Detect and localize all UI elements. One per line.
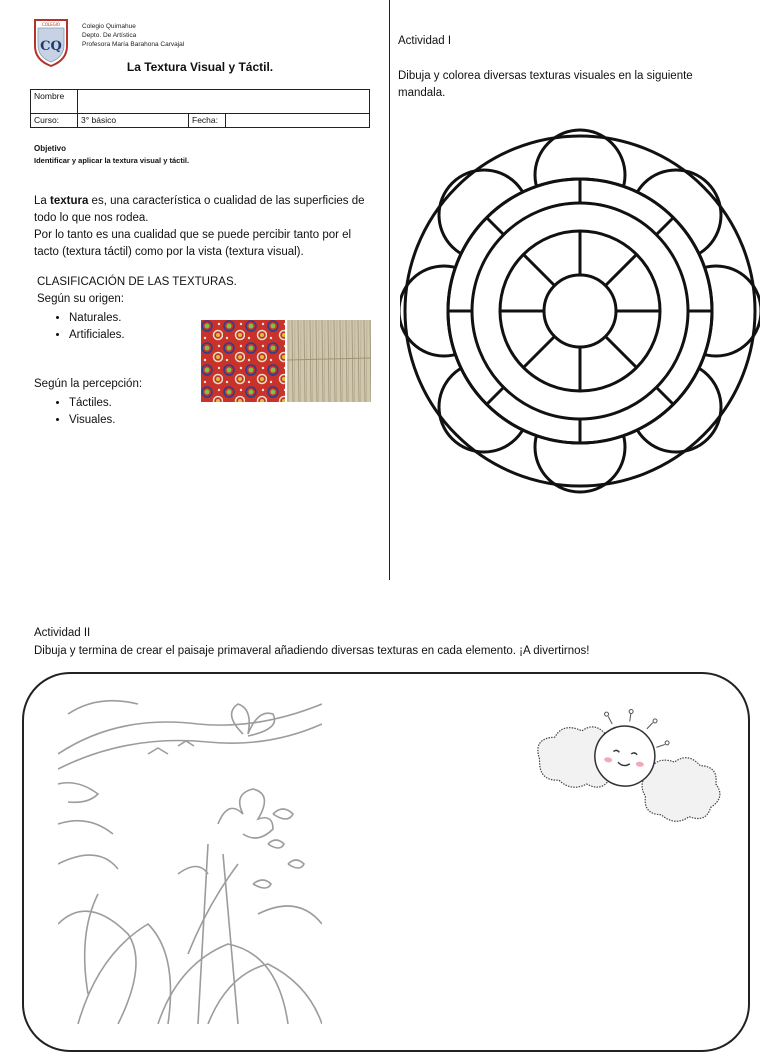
teacher-name: Profesora María Barahona Carvajal	[82, 41, 185, 48]
texture-samples-image	[201, 320, 371, 402]
fecha-field[interactable]	[226, 114, 370, 128]
mandala-drawing[interactable]	[400, 128, 760, 494]
worksheet-title: La Textura Visual y Táctil.	[126, 60, 274, 74]
school-header	[82, 22, 184, 49]
intro-rest: es, una característica o cualidad de las superficies de todo lo que nos rodea.	[34, 195, 365, 224]
spring-landscape-drawing[interactable]	[58, 694, 322, 1024]
page-divider	[389, 0, 390, 580]
perception-list	[35, 395, 115, 429]
department: Depto. De Artística	[82, 32, 137, 39]
school-name: Colegio Quimahue	[82, 23, 136, 30]
classification-heading: CLASIFICACIÓN DE LAS TEXTURAS.	[37, 276, 237, 288]
objective-text: Identificar y aplicar la textura visual y táctil.	[34, 156, 190, 165]
curso-label: Curso:	[31, 114, 78, 128]
intro-bold-word: textura	[50, 195, 89, 207]
intro-paragraph	[34, 193, 374, 261]
activity2-text: Dibuja y termina de crear el paisaje primaveral añadiendo diversas texturas en cada elemento. ¡A divertirnos!	[34, 645, 590, 657]
logo-text: COLEGIO	[41, 22, 61, 27]
list-item: • Táctiles.	[69, 395, 115, 412]
logo-letters: CQ	[40, 39, 62, 54]
objective-heading: Objetivo	[34, 144, 67, 153]
student-info-table	[30, 89, 370, 128]
activity2-heading: Actividad II	[34, 627, 91, 639]
sun-and-clouds-drawing[interactable]	[520, 702, 740, 852]
nombre-field[interactable]	[78, 90, 370, 114]
nombre-label: Nombre	[31, 90, 78, 114]
activity1-heading: Actividad I	[398, 35, 452, 47]
curso-value[interactable]: 3° básico	[78, 114, 189, 128]
origin-list	[35, 310, 125, 344]
activity1-text: Dibuja y colorea diversas texturas visuales en la siguiente mandala.	[398, 70, 693, 99]
intro-line2: Por lo tanto es una cualidad que se puede percibir tanto por el tacto (textura táctil) como por la vista (textura visual).	[34, 229, 352, 258]
list-item: • Naturales.	[69, 310, 125, 327]
perception-label: Según la percepción:	[34, 378, 143, 390]
intro-prefix: La	[34, 195, 50, 207]
fecha-label: Fecha:	[189, 114, 226, 128]
list-item: • Visuales.	[69, 412, 115, 429]
origin-label: Según su origen:	[37, 293, 124, 305]
list-item: • Artificiales.	[69, 327, 125, 344]
